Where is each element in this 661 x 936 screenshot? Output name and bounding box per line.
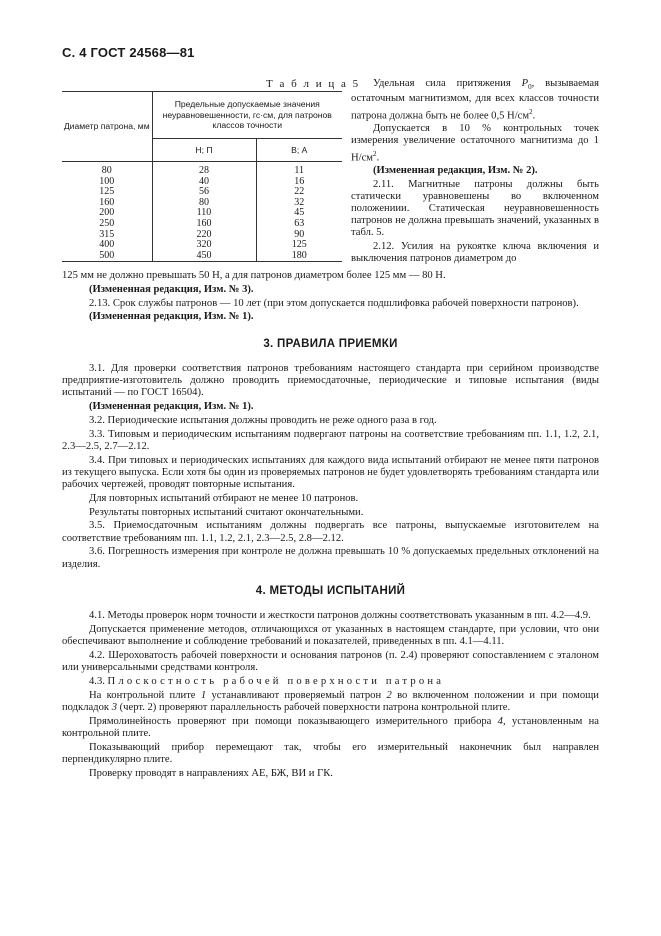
subscript: 0 <box>528 83 532 92</box>
paragraph-4-2: 4.2. Шероховатость рабочей поверхности и основания патронов (п. 2.4) проверяют сопоставлением с эталоном или универсальными средствами контроля. <box>62 649 599 673</box>
table-cell: 80 <box>152 198 256 209</box>
tolerance-table <box>62 91 342 262</box>
table-cell: 125 <box>291 239 307 251</box>
table-cell: 32 <box>294 196 305 208</box>
table-cell: 220 <box>152 230 256 241</box>
ref-number: 3 <box>111 701 117 713</box>
text-span: Допускается в 10 % контрольных точек измерения увеличение остаточного магнитизма до 1 Н/см <box>351 123 599 164</box>
superscript: 2 <box>373 149 377 158</box>
paragraph-3-3: 3.3. Типовым и периодическим испытаниям подвергают патроны на соответствие требованиям пп. 1.1, 1.2, 2.1, 2.3—2.5, 2.7—2.12. <box>62 428 599 452</box>
paragraph-3-4: 3.4. При типовых и периодических испытаниях для каждого вида испытаний отбирают не менее пяти патронов из текущего выпуска. Если хотя бы один из проверяемых патронов не будет удовлетворять требованиям стандарта или рабочих чертежей, проводят повторные испытания. <box>62 454 599 490</box>
table-cell: 110 <box>152 208 256 219</box>
paragraph-4-3 <box>62 676 599 688</box>
table-caption: Т а б л и ц а 5 <box>266 78 361 90</box>
text-span: Удельная сила притяжения <box>373 78 511 89</box>
spaced-heading: Плоскостность рабочей поверхности патрона <box>107 675 445 687</box>
table-cell: 22 <box>294 186 305 198</box>
table-cell: 250 <box>62 219 152 230</box>
section-4-title: 4. МЕТОДЫ ИСПЫТАНИЙ <box>255 584 406 597</box>
paragraph-4-3b <box>62 716 599 741</box>
paragraph-4-3c: Показывающий прибор перемещают так, чтобы его измерительный наконечник был направлен перпендикулярно плите. <box>62 741 599 765</box>
paragraph-2-12: 2.12. Усилия на рукоятке ключа включения и выключения патронов диаметром до <box>351 240 599 264</box>
table-cell: 28 <box>152 162 256 177</box>
table-cell: 320 <box>152 240 256 251</box>
table-cell: 125 <box>62 187 152 198</box>
table-cell: 40 <box>152 177 256 188</box>
amendment-note: (Измененная редакция, Изм. № 1). <box>89 311 254 323</box>
ref-number: 4 <box>497 715 503 727</box>
table-cell: 80 <box>62 162 152 177</box>
table-cell: 160 <box>62 198 152 209</box>
symbol-p: P <box>521 78 529 89</box>
ref-number: 1 <box>200 689 207 701</box>
text-span: во включенном положении и при помощи подкладок <box>62 689 599 713</box>
page-header: С. 4 ГОСТ 24568—81 <box>62 45 195 60</box>
table-cell: 180 <box>256 251 342 262</box>
amendment-note: (Измененная редакция, Изм. № 3). <box>89 283 254 295</box>
text-span: . <box>376 152 380 164</box>
table-header-group: Предельные допускаемые значения неуравновешенности, гс·см, для патронов классов точности <box>152 92 342 139</box>
table-cell: 11 <box>294 165 305 176</box>
text-span: устанавливают проверяемый патрон <box>211 689 382 701</box>
paragraph-3-2: 3.2. Периодические испытания должны проводить не реже одного раза в год. <box>89 414 437 426</box>
paragraph-2-12-cont: 125 мм не должно превышать 50 Н, а для патронов диаметром более 125 мм — 80 Н. <box>62 270 446 281</box>
paragraph-attraction-force <box>351 78 599 122</box>
paragraph-allowance <box>351 123 599 164</box>
text-span: . <box>532 110 536 122</box>
section-3-title: 3. ПРАВИЛА ПРИЕМКИ <box>263 337 398 350</box>
paragraph-4-1: 4.1. Методы проверок норм точности и жесткости патронов должны соответствовать указанным в пп. 4.2—4.9. <box>89 610 591 621</box>
paragraph-repeat-2: Результаты повторных испытаний считают окончательными. <box>89 506 364 518</box>
text-span: 4.3. <box>89 675 105 687</box>
paragraph-4-3a <box>62 690 599 715</box>
table-cell: 56 <box>152 187 256 198</box>
table-header-class-va: В; А <box>256 139 342 162</box>
table-cell: 16 <box>294 175 305 187</box>
table-row <box>62 162 342 177</box>
table-row <box>62 219 342 230</box>
paragraph-3-1: 3.1. Для проверки соответствия патронов требованиям настоящего стандарта при серийном производстве предприятие-изготовитель должно проводить приемосдаточные, периодические и типовые испытания (виды испытаний — по ГОСТ 16504). <box>62 362 599 399</box>
paragraph-repeat-1: Для повторных испытаний отбирают не менее 10 патронов. <box>89 492 359 504</box>
superscript: 2 <box>529 107 533 116</box>
table-header-class-np: Н; П <box>152 139 256 162</box>
table-cell: 100 <box>62 177 152 188</box>
table-cell: 315 <box>62 230 152 241</box>
paragraph-2-13: 2.13. Срок службы патронов — 10 лет (при этом допускается подшлифовка рабочей поверхности патронов). <box>89 297 579 309</box>
amendment-note: (Измененная редакция, Изм. № 1). <box>89 401 254 412</box>
paragraph-3-5: 3.5. Приемосдаточным испытаниям должны подвергать все патроны, выпускаемые изготовителем на соответствие требованиям пп. 1.1, 1.2, 2.1, 2.3—2.5, 2.8—2.12. <box>62 520 599 544</box>
table-cell: 45 <box>294 207 305 219</box>
table-row <box>62 251 342 262</box>
main-text <box>62 270 599 781</box>
right-column <box>351 78 599 266</box>
table-cell: 90 <box>294 228 305 240</box>
table-cell: 500 <box>62 251 152 262</box>
table-cell: 450 <box>152 251 256 262</box>
table-cell: 200 <box>62 208 152 219</box>
amendment-note: (Измененная редакция, Изм. № 2). <box>373 165 538 177</box>
text-span: , установленным на контрольной плите. <box>62 715 600 739</box>
paragraph-3-6: 3.6. Погрешность измерения при контроле не должна превышать 10 % допускаемых предельных отклонений на изделия. <box>62 546 599 570</box>
text-span: Прямолинейность проверяют при помощи показывающего измерительного прибора <box>89 715 492 727</box>
table-cell: 400 <box>62 240 152 251</box>
table-header-diameter: Диаметр патрона, мм <box>62 92 152 162</box>
text-span: (черт. 2) проверяют параллельность рабочей поверхности патрона контрольной плите. <box>119 701 511 713</box>
ref-number: 2 <box>386 689 392 701</box>
paragraph-2-11: 2.11. Магнитные патроны должны быть статически уравновешены во включенном положениии. Статическая неуравновешенность патронов не должна превышать значений, указанных в табл. 5. <box>351 178 599 239</box>
paragraph-4-3d: Проверку проводят в направлениях АЕ, БЖ, ВИ и ГК. <box>89 767 333 779</box>
text-span: , вызываемая остаточным магнитизмом, для всех классов точности патрона должна быть не более 0,5 Н/см <box>351 78 599 122</box>
paragraph-4-1b: Допускается применение методов, отличающихся от указанных в настоящем стандарте, при условии, что они обеспечивают выполнение и соблюдение требований и показателей, приведенных в пп. 4.1—4.11. <box>62 623 599 647</box>
table-cell: 160 <box>152 219 256 230</box>
table-cell: 63 <box>294 217 305 229</box>
text-span: На контрольной плите <box>89 689 196 701</box>
